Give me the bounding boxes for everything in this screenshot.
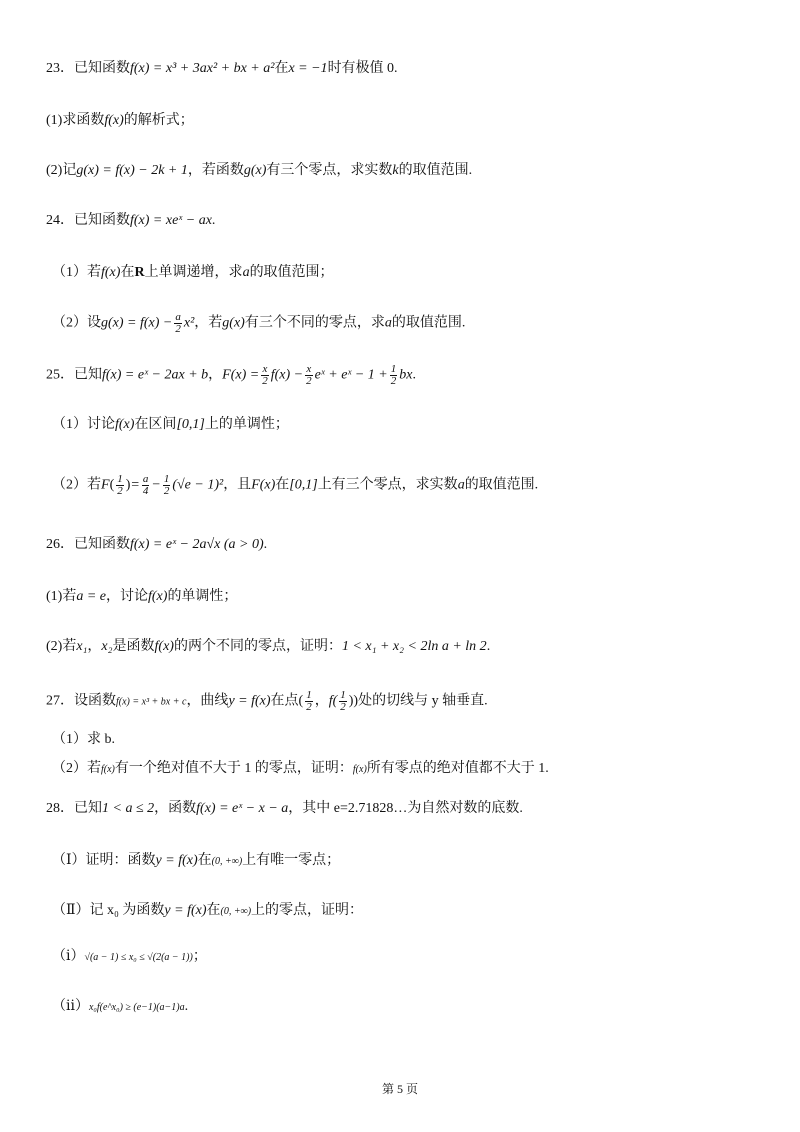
text: 在 xyxy=(274,61,289,76)
text: ，若 xyxy=(194,315,223,331)
formula: f(x) − xyxy=(270,367,304,383)
formula: y = f(x) xyxy=(155,853,198,868)
formula: x² xyxy=(183,315,195,331)
formula: f(x) xyxy=(101,764,115,775)
text: 的取值范围. xyxy=(464,477,539,493)
formula: x₀f(e^x₀) ≥ (e−1)(a−1)a xyxy=(88,1002,185,1013)
text: ； xyxy=(192,949,207,964)
text: 时有极值 0. xyxy=(327,61,398,76)
formula: x = −1 xyxy=(288,61,328,76)
formula: = xyxy=(130,477,140,493)
text: （2）若 xyxy=(52,761,101,776)
fraction xyxy=(305,690,313,713)
text: 所有零点的绝对值都不大于 1. xyxy=(366,761,549,776)
text: 上有三个零点，求实数 xyxy=(317,477,458,493)
formula: k xyxy=(392,163,399,178)
text: （2）设 xyxy=(52,315,101,331)
formula: − xyxy=(151,477,161,493)
problem-28-stem xyxy=(46,800,523,818)
formula: a = e xyxy=(76,589,106,604)
text: 的取值范围. xyxy=(398,163,473,178)
text: 的两个不同的零点，证明： xyxy=(173,639,342,654)
problem-27-stem xyxy=(46,690,488,713)
text: . xyxy=(486,639,491,654)
text: 23．已知函数 xyxy=(46,61,130,76)
text: 27．设函数 xyxy=(46,693,116,709)
text: 有三个不同的零点，求 xyxy=(244,315,385,331)
formula: (0, +∞) xyxy=(211,856,243,867)
text: ， xyxy=(87,639,102,654)
formula: F(x) = xyxy=(222,367,260,383)
formula: f(x) = eˣ − x − a xyxy=(196,801,289,816)
text: ， xyxy=(314,693,329,709)
formula: f(x) xyxy=(154,639,174,654)
text: （1）若 xyxy=(52,265,101,280)
numerator: 1 xyxy=(390,363,397,375)
problem-28-part-1 xyxy=(52,852,340,871)
fraction xyxy=(339,690,347,713)
formula: 1 < a ≤ 2 xyxy=(102,801,155,816)
problem-26-part-1 xyxy=(46,588,237,606)
numerator: x xyxy=(306,363,312,375)
text: ，曲线 xyxy=(186,693,229,709)
formula: a xyxy=(384,315,392,331)
formula: x₁ xyxy=(76,639,88,654)
problem-26-part-2 xyxy=(46,638,490,656)
text: （ⅰ） xyxy=(52,949,85,964)
denominator: 2 xyxy=(175,323,181,335)
text: . xyxy=(184,999,189,1014)
text: (1)求函数 xyxy=(46,113,105,128)
formula: [0,1] xyxy=(289,477,318,493)
text: 在 xyxy=(206,903,221,918)
formula: g(x) xyxy=(222,315,245,331)
formula: f(x) = eˣ − 2ax + b xyxy=(102,367,209,383)
formula: F(x) xyxy=(251,477,276,493)
text: （Ⅱ）记 x₀ 为函数 xyxy=(52,903,165,918)
text: ， xyxy=(208,367,223,383)
text: ，其中 e=2.71828…为自然对数的底数. xyxy=(288,801,523,816)
text: （2）若 xyxy=(52,477,101,493)
problem-27-part-2 xyxy=(52,760,549,779)
formula: g(x) xyxy=(243,163,267,178)
text: 在区间 xyxy=(134,417,177,432)
text: 28．已知 xyxy=(46,801,102,816)
formula: (0, +∞) xyxy=(220,906,252,917)
problem-28-sub-1 xyxy=(52,948,207,967)
fraction xyxy=(174,312,182,335)
denominator: 2 xyxy=(262,375,268,387)
formula: (√e − 1)² xyxy=(172,477,224,493)
denominator: 2 xyxy=(306,375,312,387)
formula: f( xyxy=(328,693,338,709)
formula: bx xyxy=(399,367,413,383)
formula: a xyxy=(457,477,465,493)
text: 上有唯一零点； xyxy=(242,853,341,868)
text: ，讨论 xyxy=(106,589,148,604)
formula: g(x) = f(x) − 2k + 1 xyxy=(76,163,188,178)
denominator: 2 xyxy=(117,485,123,497)
page-number: 第 5 页 xyxy=(381,1082,418,1096)
text: (2)记 xyxy=(46,163,77,178)
text: （1）讨论 xyxy=(52,417,115,432)
text: (1)若 xyxy=(46,589,77,604)
fraction xyxy=(142,474,150,497)
formula: f(x) xyxy=(104,113,124,128)
text: 的单调性； xyxy=(167,589,238,604)
text: 的取值范围. xyxy=(391,315,466,331)
denominator: 2 xyxy=(306,701,312,713)
problem-28-part-2 xyxy=(52,902,363,921)
numerator: 1 xyxy=(306,689,312,701)
text: (2)若 xyxy=(46,639,77,654)
text: 上单调递增，求 xyxy=(144,265,243,280)
formula: f(x) xyxy=(115,417,135,432)
denominator: 2 xyxy=(390,375,397,387)
text: . xyxy=(263,537,268,552)
text: 26．已知函数 xyxy=(46,537,130,552)
fraction xyxy=(163,474,171,497)
fraction xyxy=(305,364,313,387)
problem-25-stem xyxy=(46,364,416,387)
text: 的取值范围； xyxy=(249,265,334,280)
formula: √(a − 1) ≤ x₀ ≤ √(2(a − 1)) xyxy=(84,952,193,963)
problem-24-part-2 xyxy=(52,312,465,335)
text: . xyxy=(211,213,216,228)
formula: f(x) = x³ + bx + c xyxy=(116,696,187,708)
text: 上的零点，证明： xyxy=(251,903,364,918)
problem-23-stem xyxy=(46,60,398,78)
text: 有三个零点，求实数 xyxy=(266,163,393,178)
formula: f(x) = eˣ − 2a√x (a > 0) xyxy=(130,537,264,552)
problem-25-part-1 xyxy=(52,416,289,434)
problem-23-part-1 xyxy=(46,112,194,130)
problem-27-part-1: （1）求 b. xyxy=(52,732,115,747)
formula: 1 < x₁ + x₂ < 2ln a + ln 2 xyxy=(341,639,487,654)
numerator: 1 xyxy=(340,689,346,701)
formula: a xyxy=(242,265,250,280)
text: （Ⅰ）证明：函数 xyxy=(52,853,156,868)
fraction xyxy=(261,364,269,387)
denominator: 2 xyxy=(163,485,170,497)
text: ))处的切线与 y 轴垂直. xyxy=(348,693,488,709)
numerator: x xyxy=(262,363,268,375)
formula: [0,1] xyxy=(176,417,205,432)
formula: f(x) = xeˣ − ax xyxy=(130,213,212,228)
denominator: 2 xyxy=(340,701,346,713)
problem-25-part-2: （2）若F( $\frac{1}{2}$ )= $\frac{a}{4}$ − $\frac{1}{2}$ (√e − 1)²，且F(x)在[0,1]上有三个零点，求实数a的取值范围. xyxy=(52,473,539,497)
text: 在点( xyxy=(270,693,304,709)
formula: f(x) xyxy=(352,764,367,775)
text: 25．已知 xyxy=(46,367,102,383)
problem-28-sub-2 xyxy=(52,998,188,1017)
formula: f(x) = x³ + 3ax² + bx + a² xyxy=(130,61,275,76)
text: ，若函数 xyxy=(187,163,244,178)
text: 的解析式； xyxy=(123,113,194,128)
formula: f(x) xyxy=(148,589,168,604)
denominator: 4 xyxy=(142,485,149,497)
problem-24-stem xyxy=(46,212,215,230)
numerator: 1 xyxy=(163,473,170,485)
text: 24．已知函数 xyxy=(46,213,130,228)
text: ，函数 xyxy=(154,801,197,816)
numerator: a xyxy=(142,473,149,485)
problem-24-part-1 xyxy=(52,264,334,282)
text: 有一个绝对值不大于 1 的零点，证明： xyxy=(114,761,353,776)
formula: x₂ xyxy=(101,639,113,654)
fraction xyxy=(116,474,124,497)
formula: f(x) xyxy=(101,265,121,280)
numerator: a xyxy=(175,311,181,323)
real-set-symbol: R xyxy=(134,265,145,280)
text: ，且 xyxy=(223,477,252,493)
text: （ⅱ） xyxy=(52,999,89,1014)
formula: y = f(x) xyxy=(228,693,271,709)
formula: y = f(x) xyxy=(164,903,207,918)
problem-23-part-2 xyxy=(46,162,472,180)
text: 在 xyxy=(120,265,135,280)
formula: F xyxy=(101,477,110,493)
text: 是函数 xyxy=(112,639,155,654)
text: 上的单调性； xyxy=(204,417,289,432)
formula: eˣ + eˣ − 1 + xyxy=(314,367,388,383)
numerator: 1 xyxy=(117,473,123,485)
text: 在 xyxy=(275,477,290,493)
text: . xyxy=(412,367,416,383)
text: 在 xyxy=(197,853,212,868)
problem-26-stem xyxy=(46,536,267,554)
fraction xyxy=(390,364,398,387)
formula: g(x) = f(x) − xyxy=(101,315,173,331)
